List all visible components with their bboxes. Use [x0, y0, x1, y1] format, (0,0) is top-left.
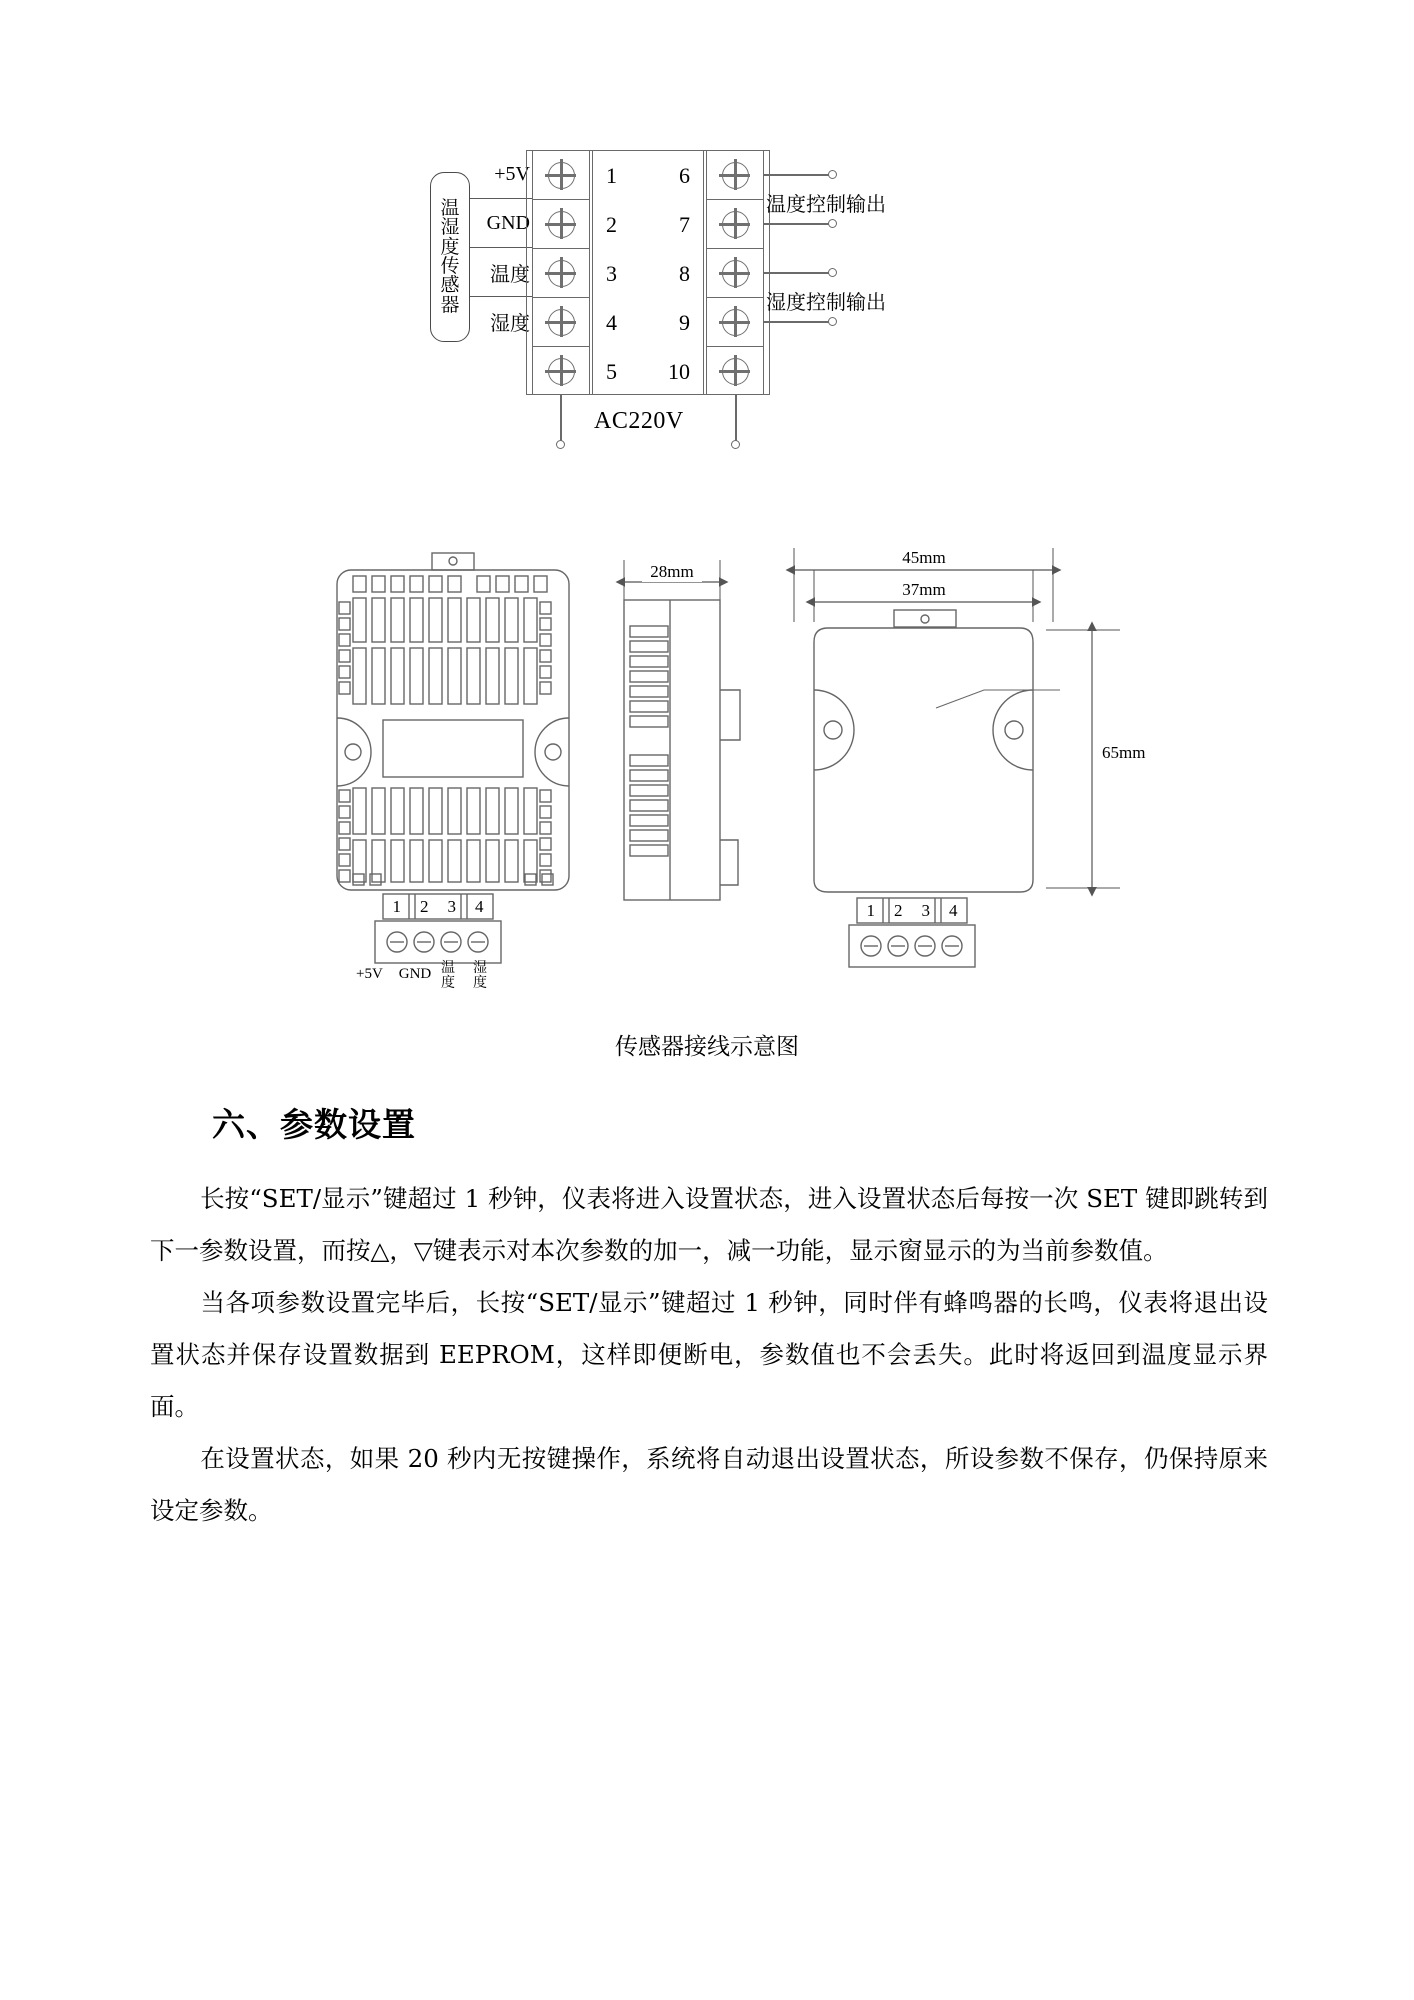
screw-icon — [722, 162, 749, 189]
ac-wire-left — [560, 395, 562, 441]
sensor-char-4: 传 — [440, 256, 460, 277]
front-terminal-label-temp: 温度 — [441, 961, 455, 991]
paragraph-2 — [150, 1277, 1268, 1433]
output-terminal-9 — [828, 317, 837, 326]
paragraph-2-text: 当各项参数设置完毕后，长按“SET/显示”键超过 1 秒钟，同时伴有蜂鸣器的长鸣，仪表将退出设置状态并保存设置数据到 EEPROM，这样即便断电，参数值也不会丢失。此时将返回到温度显示界面。 — [150, 1287, 1268, 1421]
front-terminal-number-3: 3 — [447, 897, 456, 916]
screw-icon — [548, 162, 575, 189]
lead-label-temp: 温度 — [470, 248, 532, 297]
screw-icon — [722, 211, 749, 238]
screw-icon — [722, 358, 749, 385]
terminal-number-2: 2 — [606, 211, 617, 237]
paragraph-1-text: 长按“SET/显示”键超过 1 秒钟，仪表将进入设置状态，进入设置状态后每按一次 SET 键即跳转到下一参数设置，而按△，▽键表示对本次参数的加一，减一功能，显示窗显示的为当前参数值。 — [150, 1183, 1268, 1265]
screw-icon — [548, 309, 575, 336]
lead-label-5v: +5V — [470, 150, 532, 199]
terminal-screw-6 — [707, 151, 763, 200]
sensor-char-3: 度 — [440, 236, 460, 258]
terminal-screw-8 — [707, 249, 763, 298]
back-terminal-number-2: 2 — [894, 901, 903, 920]
screw-icon — [722, 260, 749, 287]
dimension-label-28mm: 28mm — [642, 562, 702, 582]
front-terminal-number-4: 4 — [475, 897, 484, 916]
output-terminal-8 — [828, 268, 837, 277]
terminal-screw-10 — [707, 347, 763, 396]
ac-wire-right — [735, 395, 737, 441]
terminal-screw-2 — [533, 200, 589, 249]
page-title: 六、参数设置 — [212, 1105, 416, 1145]
terminal-screw-4 — [533, 298, 589, 347]
mechanical-drawing-svg — [320, 540, 1140, 1010]
ac-terminal-right — [731, 440, 740, 449]
sensor-char-2: 湿 — [440, 217, 460, 239]
terminal-number-10: 10 — [668, 358, 690, 384]
terminal-number-5: 5 — [606, 358, 617, 384]
front-terminal-label-5v: +5V — [356, 966, 383, 982]
sensor-char-1: 温 — [440, 197, 460, 219]
ac-power-label: AC220V — [594, 408, 684, 434]
back-terminal-number-4: 4 — [949, 901, 958, 920]
output-terminal-7 — [828, 219, 837, 228]
terminal-screw-5 — [533, 347, 589, 396]
terminal-screw-3 — [533, 249, 589, 298]
paragraph-3 — [150, 1433, 1268, 1537]
output-wire-6 — [764, 174, 830, 176]
output-terminal-6 — [828, 170, 837, 179]
right-terminal-strip — [706, 150, 764, 395]
figure-caption: 传感器接线示意图 — [615, 1034, 799, 1060]
lead-label-gnd: GND — [470, 199, 532, 248]
terminal-number-7: 7 — [679, 211, 690, 237]
terminal-screw-7 — [707, 200, 763, 249]
sensor-char-5: 感 — [440, 275, 460, 297]
output-wire-8 — [764, 272, 830, 274]
sensor-char-6: 器 — [440, 294, 460, 316]
terminal-number-row — [593, 298, 703, 347]
back-terminal-number-3: 3 — [921, 901, 930, 920]
output-label-humidity: 湿度控制输出 — [766, 292, 886, 314]
terminal-number-row — [593, 151, 703, 200]
terminal-number-row — [593, 347, 703, 396]
dimension-label-65mm: 65mm — [1102, 743, 1146, 762]
output-wire-9 — [764, 321, 830, 323]
sensor-block — [430, 172, 470, 342]
terminal-number-4: 4 — [606, 309, 617, 335]
front-terminal-label-humi: 湿度 — [473, 961, 487, 991]
mechanical-drawings — [320, 540, 1146, 1010]
left-terminal-strip — [532, 150, 590, 395]
side-view — [624, 560, 740, 900]
terminal-screw-1 — [533, 151, 589, 200]
front-terminal-number-1: 1 — [392, 897, 401, 916]
output-label-temperature: 温度控制输出 — [766, 194, 886, 216]
front-view-terminal-numbers — [383, 896, 493, 918]
screw-icon — [548, 358, 575, 385]
screw-icon — [548, 211, 575, 238]
lead-label-humi: 湿度 — [490, 313, 530, 335]
ac-terminal-left — [556, 440, 565, 449]
terminal-number-row — [593, 200, 703, 249]
screw-icon — [722, 309, 749, 336]
paragraph-1 — [150, 1173, 1268, 1277]
terminal-number-3: 3 — [606, 260, 617, 286]
back-terminal-number-1: 1 — [866, 901, 875, 920]
screw-icon — [548, 260, 575, 287]
paragraph-3-text: 在设置状态，如果 20 秒内无按键操作，系统将自动退出设置状态，所设参数不保存，仍保持原来设定参数。 — [150, 1443, 1268, 1525]
front-terminal-number-2: 2 — [420, 897, 429, 916]
terminal-number-6: 6 — [679, 162, 690, 188]
terminal-number-8: 8 — [679, 260, 690, 286]
dimension-label-37mm: 37mm — [893, 580, 955, 600]
terminal-screw-9 — [707, 298, 763, 347]
dimension-label-45mm: 45mm — [893, 548, 955, 568]
terminal-number-row — [593, 249, 703, 298]
terminal-number-panel — [592, 150, 704, 395]
sensor-wiring-diagram — [430, 150, 990, 440]
sensor-lead-labels — [470, 150, 532, 346]
front-terminal-label-gnd: GND — [398, 966, 432, 982]
terminal-number-9: 9 — [679, 309, 690, 335]
terminal-number-1: 1 — [606, 162, 617, 188]
back-view-terminal-numbers — [857, 900, 967, 922]
output-wire-7 — [764, 223, 830, 225]
